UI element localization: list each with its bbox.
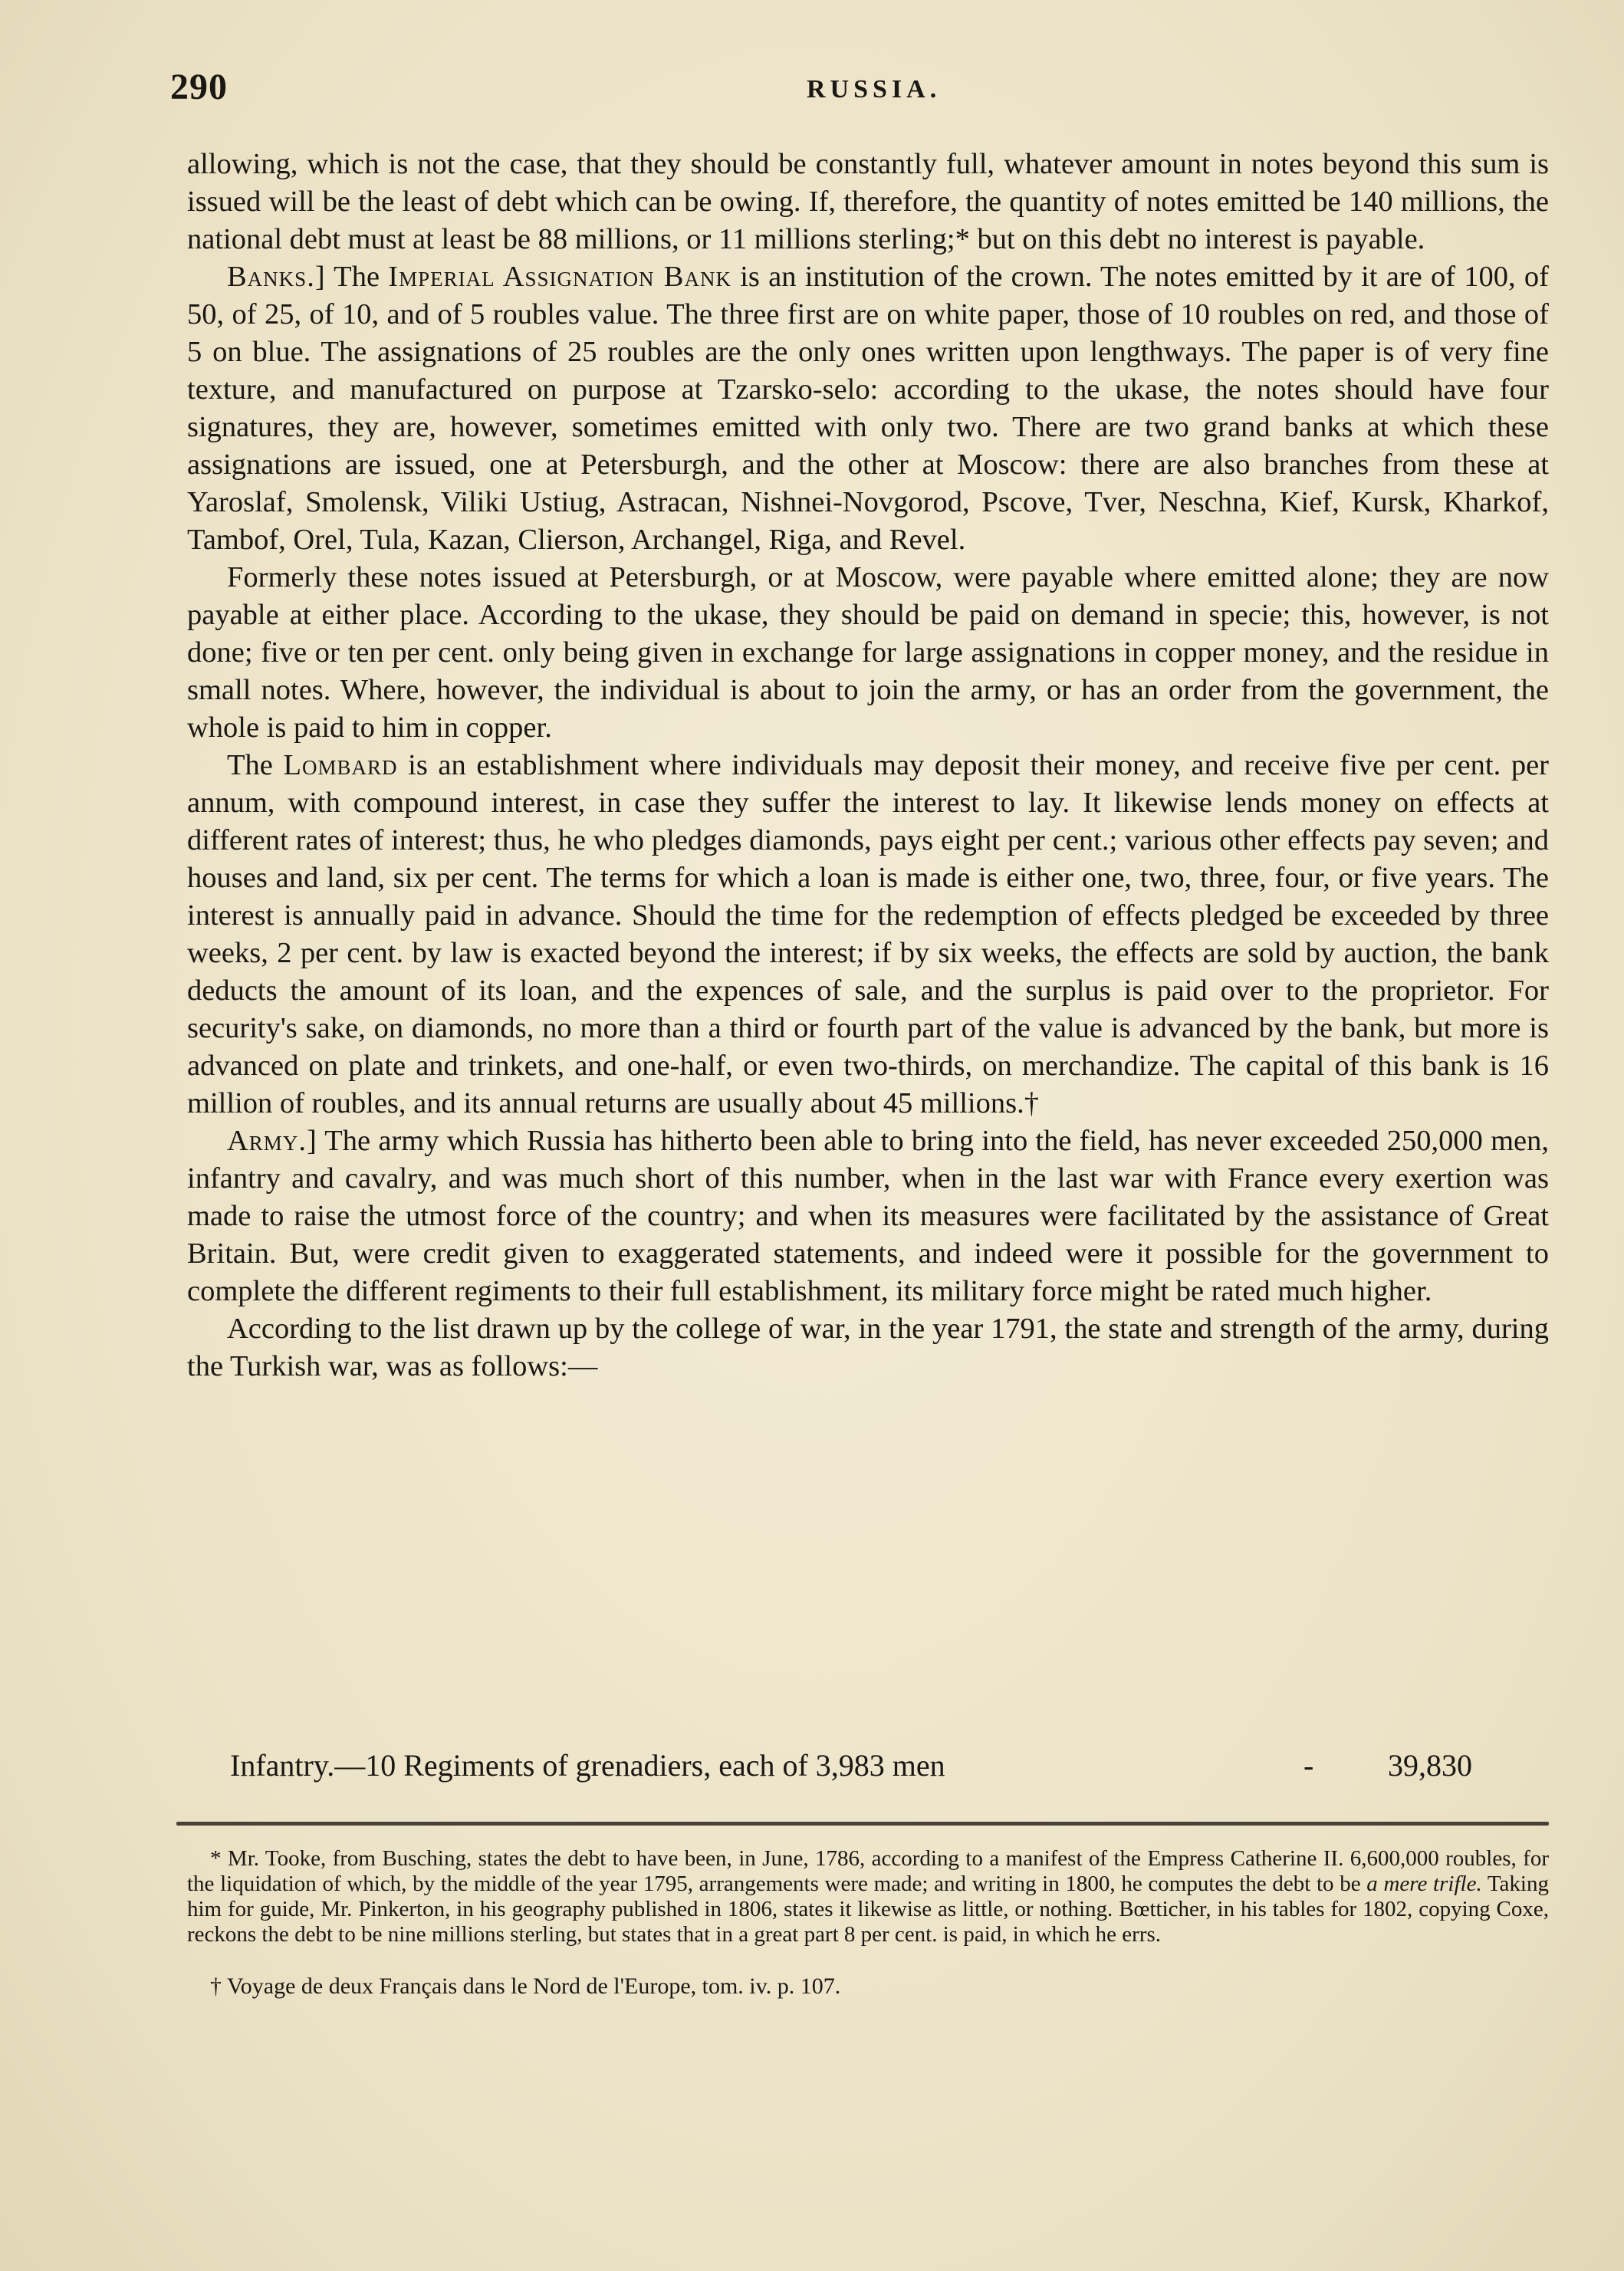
footnote-debt: * Mr. Tooke, from Busching, states the debt to have been, in June, 1786, according to a manifest of the Empress Catherine II. 6,600,000 roubles, for the liquidation of which, by the middle of the year 1795, arrangements were made; and writing in 1800, he computes the debt to be a mere trifle. Taking him for guide, Mr. Pinkerton, in his geography published in 1806, states it likewise as little, or nothing. Bœtticher, in his tables for 1802, copying Coxe, reckons the debt to be nine millions sterling, but states that in a great part 8 per cent. is paid, in which he errs.: [187, 1846, 1549, 1947]
footnotes: [187, 1846, 1549, 1999]
paragraph-lombard: The Lombard is an establishment where individuals may deposit their money, and receive five per cent. per annum, with compound interest, in case they suffer the interest to lay. It likewise lends money on effects at different rates of interest; thus, he who pledges diamonds, pays eight per cent.; various other effects pay seven; and houses and land, six per cent. The terms for which a loan is made is either one, two, three, four, or five years. The interest is annually paid in advance. Should the time for the redemption of effects pledged be exceeded by three weeks, 2 per cent. by law is exacted beyond the interest; if by six weeks, the effects are sold by auction, the bank deducts the amount of its loan, and the expences of sale, and the surplus is paid over to the proprietor. For security's sake, on diamonds, no more than a third or fourth part of the value is advanced by the bank, but more is advanced on plate and trinkets, and one-half, or even two-thirds, on merchandize. The capital of this bank is 16 million of roubles, and its annual returns are usually about 45 millions.†: [187, 749, 1550, 1119]
paragraph-college-of-war: According to the list drawn up by the college of war, in the year 1791, the state and strength of the army, during the Turkish war, was as follows:—: [187, 1313, 1549, 1382]
page-number: 290: [170, 67, 228, 107]
running-title: RUSSIA.: [807, 75, 942, 104]
table-row: [230, 1747, 1549, 1786]
institution-name: Lombard: [283, 749, 398, 781]
running-head: [170, 66, 1550, 120]
paragraph-banks: Banks.] The Imperial Assignation Bank is an institution of the crown. The notes emitted by it are of 100, of 50, of 25, of 10, and of 5 roubles value. The three first are on white paper, those of 10 roubles on red, and those of 5 on blue. The assignations of 25 roubles are the only ones written upon lengthways. The paper is of very fine texture, and manufactured on purpose at Tzarsko-selo: according to the ukase, the notes should have four signatures, they are, however, sometimes emitted with only two. There are two grand banks at which these assignations are issued, one at Petersburgh, and the other at Moscow: there are also branches from these at Yaroslaf, Smolensk, Viliki Ustiug, Astracan, Nishnei-Novgorod, Pscove, Tver, Neschna, Kief, Kursk, Kharkof, Tambof, Orel, Tula, Kazan, Clierson, Archangel, Riga, and Revel.: [187, 261, 1549, 556]
paragraph-payment: Formerly these notes issued at Petersburgh, or at Moscow, were payable where emitted alone; they are now payable at either place. According to the ukase, they should be paid on demand in specie; this, however, is not done; five or ten per cent. only being given in exchange for large assignations in copper money, and the residue in small notes. Where, however, the individual is about to join the army, or has an order from the government, the whole is paid to him in copper.: [187, 561, 1549, 744]
paragraph-army: Army.] The army which Russia has hitherto been able to bring into the field, has never exceeded 250,000 men, infantry and cavalry, and was much short of this number, when in the last war with France every exertion was made to raise the utmost force of the country; and when its measures were facilitated by the assistance of Great Britain. But, were credit given to exaggerated statements, and indeed were it possible for the government to complete the different regiments to their full establishment, its military force might be rated much higher.: [187, 1125, 1549, 1307]
footnote-voyage: † Voyage de deux Français dans le Nord de l'Europe, tom. iv. p. 107.: [210, 1974, 841, 1999]
section-heading-army: Army.]: [227, 1125, 317, 1157]
section-heading-banks: Banks.]: [227, 261, 326, 293]
table-row-label: Infantry.—10 Regiments of grenadiers, each of 3,983 men: [230, 1748, 945, 1783]
footnote-divider: [176, 1822, 1549, 1826]
institution-name: Imperial Assignation Bank: [388, 261, 731, 293]
table-row-total: 39,830: [1388, 1748, 1472, 1783]
paragraph-debt: allowing, which is not the case, that they should be constantly full, whatever amount in notes beyond this sum is issued will be the least of debt which can be owing. If, therefore, the quantity of notes emitted be 140 millions, the national debt must at least be 88 millions, or 11 millions sterling;* but on this debt no interest is payable.: [187, 148, 1549, 255]
table-row-dash: -: [1303, 1748, 1314, 1783]
body-text: [187, 146, 1549, 1385]
